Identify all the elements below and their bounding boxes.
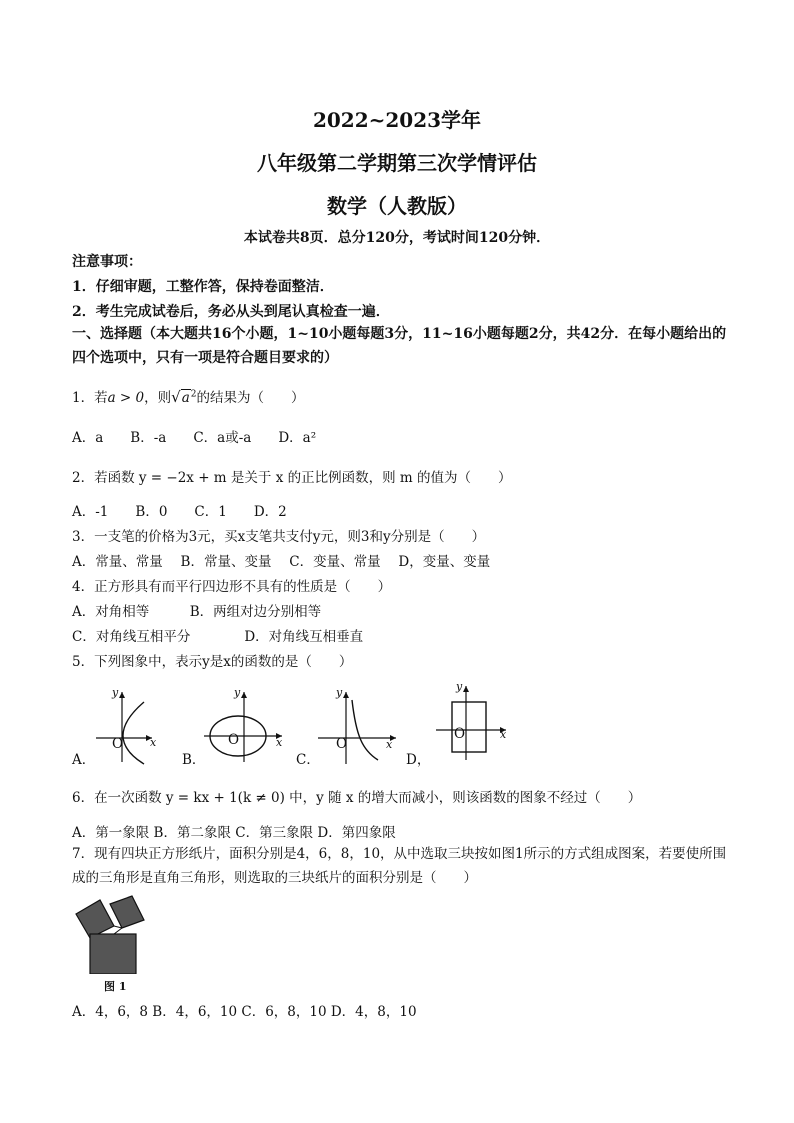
sqrt-symbol: √ <box>171 388 181 406</box>
q1-radicand: a <box>181 390 190 406</box>
question-3-options: A．常量、常量 B．常量、变量 C．变量、常量 D，变量、变量 <box>72 554 491 570</box>
q5-label-a: A． <box>72 752 96 768</box>
q1-stem-a: 1．若 <box>72 390 108 406</box>
question-4-options-ab: A．对角相等 B．两组对边分别相等 <box>72 604 322 620</box>
q1-exponent: 2 <box>190 389 197 400</box>
q5-x-a: x <box>150 736 157 749</box>
q5-y-a: y <box>112 686 119 699</box>
q5-x-b: x <box>276 736 283 749</box>
question-7-options: A．4，6，8 B．4，6，10 C．6，8，10 D．4，8，10 <box>72 1004 417 1020</box>
q1-condition: a > 0 <box>107 390 145 406</box>
q5-graph-d <box>406 680 516 770</box>
question-4-options-cd: C．对角线互相平分 D．对角线互相垂直 <box>72 629 364 645</box>
question-2-options: A．-1 B．0 C．1 D．2 <box>72 504 287 520</box>
notes-item-2: 2．考生完成试卷后，务必从头到尾认真检查一遍． <box>72 304 390 320</box>
notes-item-1: 1．仔细审题，工整作答，保持卷面整洁． <box>72 279 334 295</box>
q5-label-d: D， <box>406 752 431 768</box>
q5-y-b: y <box>234 686 241 699</box>
question-6-options: A．第一象限 B．第二象限 C．第三象限 D．第四象限 <box>72 825 396 841</box>
figure-1-squares <box>70 894 150 974</box>
question-7-stem: 7．现有四块正方形纸片，面积分别是4，6，8，10，从中选取三块按如图1所示的方式组成图案，若要使所围成的三角形是直角三角形，则选取的三块纸片的面积分别是（ ） <box>72 846 727 886</box>
q5-label-c: C． <box>296 752 320 768</box>
q5-y-c: y <box>336 686 343 699</box>
question-1-stem <box>72 386 305 406</box>
q5-y-d: y <box>456 680 463 693</box>
question-2-stem: 2．若函数 y = −2x + m 是关于 x 的正比例函数，则 m 的值为（ ） <box>72 470 512 486</box>
q5-option-a[interactable] <box>72 680 172 770</box>
section-1-heading: 一、选择题（本大题共16个小题，1~10小题每题3分，11~16小题每题2分，共42分．在每小题给出的四个选项中，只有一项是符合题目要求的） <box>72 326 727 366</box>
exam-info: 本试卷共8页．总分120分，考试时间120分钟． <box>243 230 551 246</box>
q1-stem-c: 的结果为（ ） <box>196 390 305 406</box>
question-4-stem: 4．正方形具有而平行四边形不具有的性质是（ ） <box>72 579 392 595</box>
q5-option-b[interactable] <box>182 680 292 770</box>
question-3-stem: 3．一支笔的价格为3元，买x支笔共支付y元，则3和y分别是（ ） <box>72 529 486 545</box>
q5-graph-a <box>72 680 172 770</box>
q5-label-b: B． <box>182 752 206 768</box>
q1-stem-b: ，则 <box>144 390 172 406</box>
question-5-stem: 5．下列图象中，表示y是x的函数的是（ ） <box>72 654 353 670</box>
q5-graph-c <box>296 680 406 770</box>
question-1-options: A．a B．-a C．a或-a D．a² <box>72 430 317 446</box>
q5-origin-c: O <box>336 736 348 752</box>
exam-term-title: 八年级第二学期第三次学情评估 <box>257 151 537 175</box>
q5-x-d: x <box>500 728 507 741</box>
q5-origin-d: O <box>454 726 466 742</box>
q5-origin-b: O <box>228 732 240 748</box>
q5-origin-a: O <box>112 736 124 752</box>
q5-option-c[interactable] <box>296 680 406 770</box>
q5-x-c: x <box>386 738 393 751</box>
q5-option-d[interactable] <box>406 680 516 770</box>
question-6-stem: 6．在一次函数 y = kx + 1(k ≠ 0) 中，y 随 x 的增大而减小，则该函数的图象不经过（ ） <box>72 790 642 806</box>
exam-subject: 数学（人教版） <box>327 194 467 218</box>
notes-heading: 注意事项： <box>72 254 142 270</box>
figure-1-label: 图 1 <box>104 980 127 993</box>
exam-year: 2022~2023学年 <box>312 108 482 132</box>
